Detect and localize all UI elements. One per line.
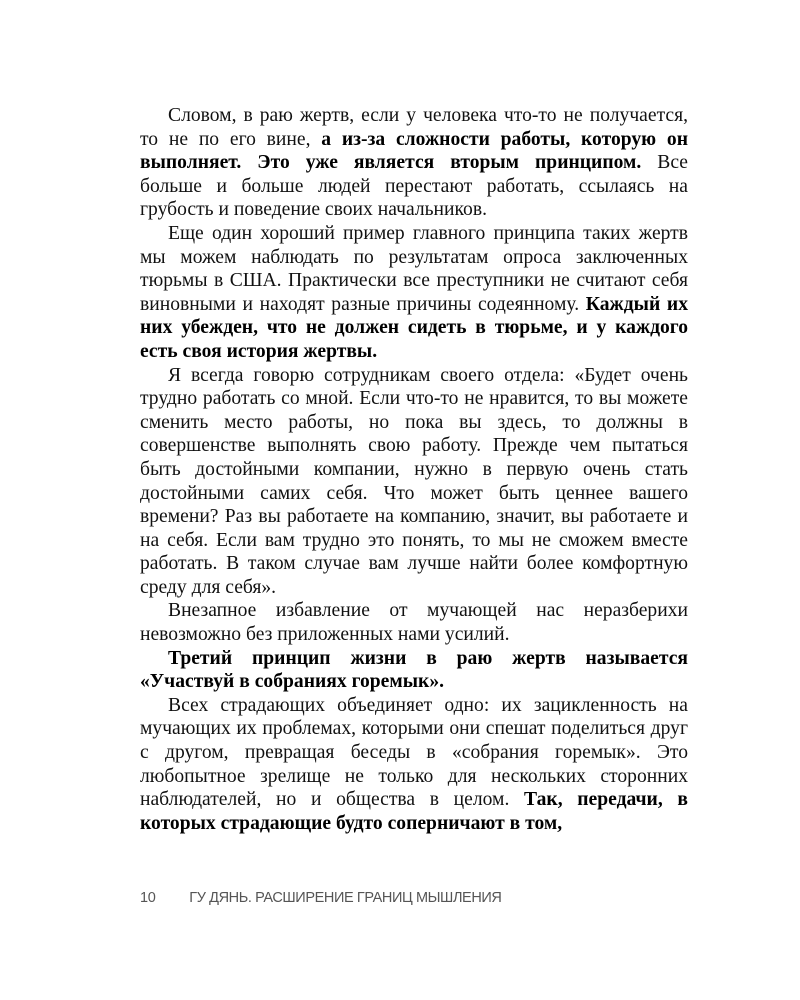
paragraph-bold-text: Так, передачи, в которых страдающие будто соперничают в том, bbox=[140, 789, 688, 834]
running-title: ГУ ДЯНЬ. РАСШИРЕНИЕ ГРАНИЦ МЫШЛЕНИЯ bbox=[189, 890, 502, 906]
paragraph bbox=[140, 694, 688, 836]
paragraph-bold-text: Каждый их них убежден, что не должен сидеть в тюрьме, и у каждого есть своя история жертвы. bbox=[140, 293, 689, 362]
paragraph-text: Я всегда говорю сотрудникам своего отдела: «Будет очень трудно работать со мной. Если что-то не нравится, то вы можете сменить место работы, но пока вы здесь, то должны в совершенстве выполнять свою работу. Прежде чем пытаться быть достойными компании, нужно в первую очень стать достойными самих себя. Что может быть ценнее вашего времени? Раз вы работаете на компанию, значит, вы работаете и на себя. Если вам трудно это понять, то мы не сможем вместе работать. В таком случае вам лучше найти более комфортную среду для себя». bbox=[140, 364, 688, 598]
paragraph-text: Еще один хороший пример главного принципа таких жертв мы можем наблюдать по результатам опроса заключенных тюрьмы в США. Практически все преступники не считают себя виновными и находят разные причины содеянному. bbox=[140, 222, 688, 315]
paragraph-text: Все больше и больше людей перестают работать, ссылаясь на грубость и поведение своих начальников. bbox=[140, 152, 688, 221]
paragraph-text: Словом, в раю жертв, если у человека что-то не получается, то не по его вине, bbox=[140, 105, 688, 150]
paragraph bbox=[140, 599, 688, 646]
page-footer bbox=[140, 890, 502, 906]
body-text bbox=[140, 104, 688, 835]
page-number: 10 bbox=[140, 890, 156, 906]
paragraph-text: Внезапное избавление от мучающей нас неразберихи невозможно без приложенных нами усилий. bbox=[140, 600, 688, 646]
paragraph bbox=[140, 222, 688, 364]
paragraph-text: Всех страдающих объединяет одно: их зацикленность на мучающих их проблемах, которыми они спешат поделиться друг с другом, превращая беседы в «собрания горемык». Это любопытное зрелище не только для нескольких сторонних наблюдателей, но и общества в целом. bbox=[140, 694, 688, 811]
paragraph-bold-text: а из-за сложности работы, которую он выполняет. Это уже является вторым принципом. bbox=[140, 128, 689, 174]
paragraph bbox=[140, 364, 688, 600]
paragraph bbox=[140, 647, 688, 694]
paragraph-bold-text: Третий принцип жизни в раю жертв называется «Участвуй в собраниях горемык». bbox=[140, 647, 688, 693]
paragraph bbox=[140, 104, 688, 222]
